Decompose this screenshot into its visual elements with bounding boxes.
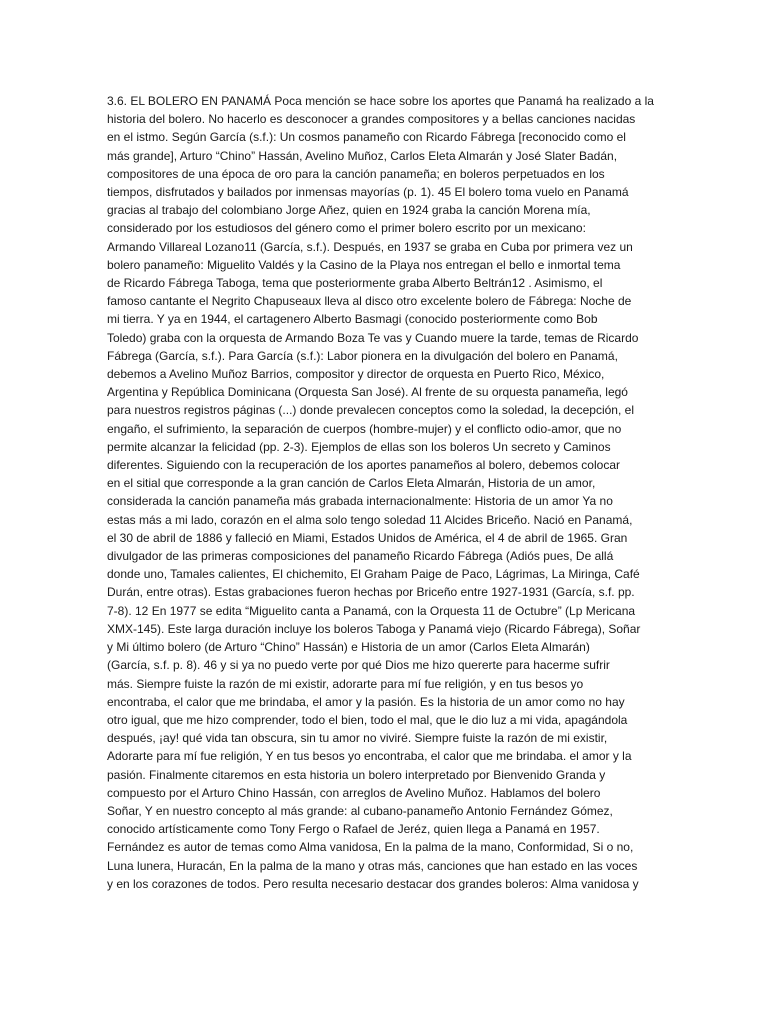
text-line: después, ¡ay! qué vida tan obscura, sin tu amor no viviré. Siempre fuiste la razón de mi existir, bbox=[107, 731, 608, 746]
text-line: más. Siempre fuiste la razón de mi existir, adorarte para mí fue religión, y en tus besos yo bbox=[107, 676, 584, 691]
text-line: pasión. Finalmente citaremos en esta historia un bolero interpretado por Bienvenido Granda y bbox=[107, 767, 606, 782]
text-line: de Ricardo Fábrega Taboga, tema que posteriormente graba Alberto Beltrán12 . Asimismo, el bbox=[107, 276, 603, 291]
text-line: compuesto por el Arturo Chino Hassán, con arreglos de Avelino Muñoz. Hablamos del bolero bbox=[107, 785, 601, 800]
text-line: divulgador de las primeras composiciones del panameño Ricardo Fábrega (Adiós pues, De allá bbox=[107, 549, 614, 564]
text-line: el 30 de abril de 1886 y falleció en Miami, Estados Unidos de América, el 4 de abril de 1965. Gran bbox=[107, 530, 628, 545]
text-line: Armando Villareal Lozano11 (García, s.f.). Después, en 1937 se graba en Cuba por primera vez un bbox=[107, 239, 633, 254]
text-line: historia del bolero. No hacerlo es desconocer a grandes compositores y a bellas canciones nacidas bbox=[107, 112, 636, 127]
text-line: donde uno, Tamales calientes, El chichemito, El Graham Paige de Paco, Lágrimas, La Miringa, Café bbox=[107, 567, 640, 582]
text-line: (García, s.f. p. 8). 46 y si ya no puedo verte por qué Dios me hizo quererte para hacerme sufrir bbox=[107, 658, 610, 673]
text-line: famoso cantante el Negrito Chapuseaux lleva al disco otro excelente bolero de Fábrega: Noche de bbox=[107, 294, 632, 309]
text-line: Fábrega (García, s.f.). Para García (s.f.): Labor pionera en la divulgación del bolero en Panamá, bbox=[107, 348, 618, 363]
text-line: diferentes. Siguiendo con la recuperación de los aportes panameños al bolero, debemos colocar bbox=[107, 458, 620, 473]
text-line: Fernández es autor de temas como Alma vanidosa, En la palma de la mano, Conformidad, Si o no, bbox=[107, 840, 634, 855]
text-line: 7-8). 12 En 1977 se edita “Miguelito canta a Panamá, con la Orquesta 11 de Octubre” (Lp Mericana bbox=[107, 603, 636, 618]
text-line: gracias al trabajo del colombiano Jorge Añez, quien en 1924 graba la canción Morena mía, bbox=[107, 203, 591, 218]
text-line: Durán, entre otras). Estas grabaciones fueron hechas por Briceño entre 1927-1931 (García, s.f. pp. bbox=[107, 585, 635, 600]
text-line: engaño, el sufrimiento, la separación de cuerpos (hombre-mujer) y el conflicto odio-amor, que no bbox=[107, 421, 622, 436]
text-line: mi tierra. Y ya en 1944, el cartagenero Alberto Basmagi (conocido posteriormente como Bob bbox=[107, 312, 598, 327]
text-line: considerada la canción panameña más grabada internacionalmente: Historia de un amor Ya no bbox=[107, 494, 613, 509]
text-line: conocido artísticamente como Tony Fergo o Rafael de Jeréz, quien llega a Panamá en 1957. bbox=[107, 822, 600, 837]
text-line: bolero panameño: Miguelito Valdés y la Casino de la Playa nos entregan el bello e inmortal tema bbox=[107, 257, 621, 272]
text-line: para nuestros registros páginas (...) donde prevalecen conceptos como la soledad, la decepción, el bbox=[107, 403, 634, 418]
text-line: Luna lunera, Huracán, En la palma de la mano y otras más, canciones que han estado en las voces bbox=[107, 858, 638, 873]
text-line: otro igual, que me hizo comprender, todo el bien, todo el mal, que le dio luz a mi vida, apagándola bbox=[107, 712, 628, 727]
text-line: encontraba, el calor que me brindaba, el amor y la pasión. Es la historia de un amor como no hay bbox=[107, 694, 625, 709]
text-line: Argentina y República Dominicana (Orquesta San José). Al frente de su orquesta panameña, legó bbox=[107, 385, 628, 400]
text-line: considerado por los estudiosos del género como el primer bolero escrito por un mexicano: bbox=[107, 221, 586, 236]
text-line: en el istmo. Según García (s.f.): Un cosmos panameño con Ricardo Fábrega [reconocido como el bbox=[107, 130, 626, 145]
text-line: compositores de una época de oro para la canción panameña; en boleros perpetuados en los bbox=[107, 166, 605, 181]
text-line: Soñar, Y en nuestro concepto al más grande: al cubano-panameño Antonio Fernández Gómez, bbox=[107, 803, 613, 818]
text-line: Toledo) graba con la orquesta de Armando Boza Te vas y Cuando muere la tarde, temas de Ricardo bbox=[107, 330, 639, 345]
text-line: Adorarte para mí fue religión, Y en tus besos yo encontraba, el calor que me brindaba. el amor y la bbox=[107, 749, 632, 764]
text-line: 3.6. EL BOLERO EN PANAMÁ Poca mención se hace sobre los aportes que Panamá ha realizado a la bbox=[107, 94, 654, 108]
text-line: tiempos, disfrutados y bailados por inmensas mayorías (p. 1). 45 El bolero toma vuelo en Panamá bbox=[107, 185, 629, 200]
text-line: XMX-145). Este larga duración incluye los boleros Taboga y Panamá viejo (Ricardo Fábrega), Soñar bbox=[107, 621, 641, 636]
text-line: y en los corazones de todos. Pero resulta necesario destacar dos grandes boleros: Alma vanidosa y bbox=[107, 876, 639, 891]
text-line: estas más a mi lado, corazón en el alma solo tengo soledad 11 Alcides Briceño. Nació en Panamá, bbox=[107, 512, 633, 527]
text-line: en el sitial que corresponde a la gran canción de Carlos Eleta Almarán, Historia de un amor, bbox=[107, 476, 596, 491]
text-line: debemos a Avelino Muñoz Barrios, compositor y director de orquesta en Puerto Rico, México, bbox=[107, 367, 605, 382]
text-line: permite alcanzar la felicidad (pp. 2-3). Ejemplos de ellas son los boleros Un secreto y Caminos bbox=[107, 439, 611, 454]
text-line: más grande], Arturo “Chino” Hassán, Avelino Muñoz, Carlos Eleta Almarán y José Slater Badán, bbox=[107, 148, 618, 163]
body-text bbox=[107, 92, 667, 893]
text-line: y Mi último bolero (de Arturo “Chino” Hassán) e Historia de un amor (Carlos Eleta Almarán) bbox=[107, 640, 590, 655]
